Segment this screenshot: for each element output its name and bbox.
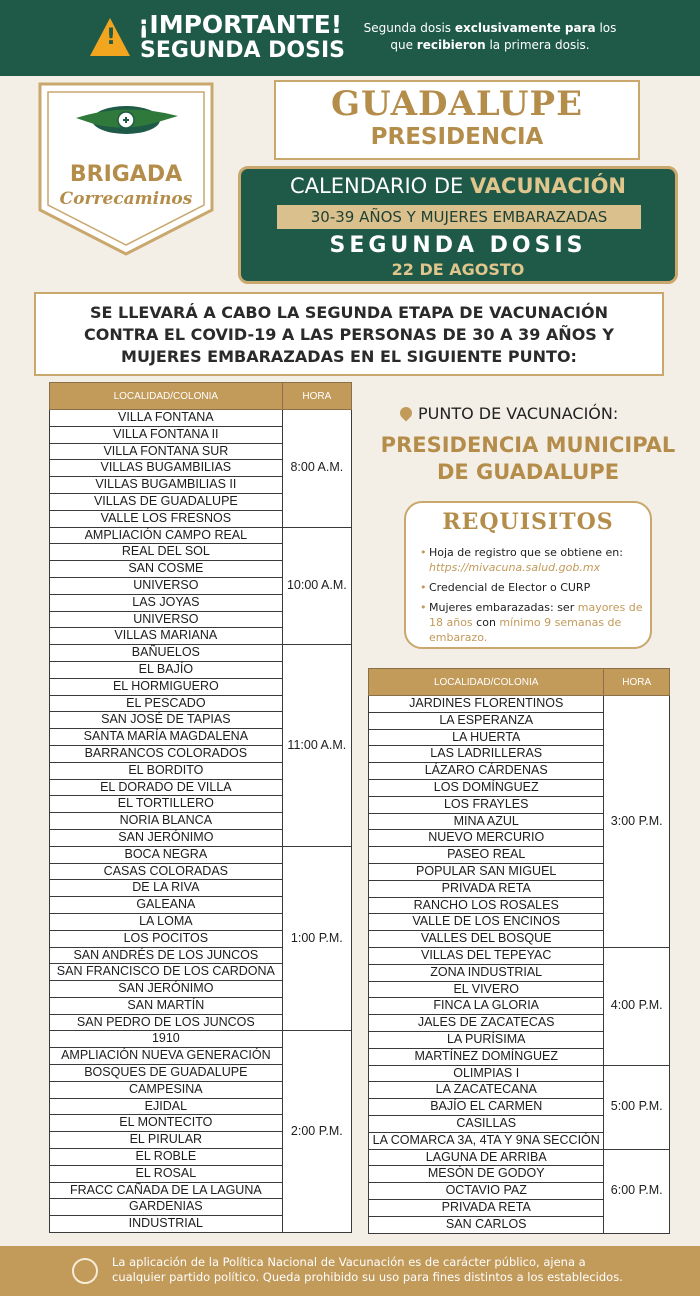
brigade-badge — [38, 82, 214, 256]
important-title: ¡IMPORTANTE! — [138, 10, 343, 39]
table-row — [369, 1065, 670, 1082]
locality-cell: LA COMARCA 3A, 4TA Y 9NA SECCIÓN — [369, 1132, 604, 1149]
table-row — [369, 1149, 670, 1166]
locality-cell: LOS POCITOS — [50, 930, 283, 947]
locality-cell: NORIA BLANCA — [50, 813, 283, 830]
locality-cell: LOS FRAYLES — [369, 796, 604, 813]
locality-cell: VILLA FONTANA II — [50, 426, 283, 443]
locality-cell: VILLA FONTANA SUR — [50, 443, 283, 460]
location-pin-icon — [398, 405, 415, 422]
hour-cell: 5:00 P.M. — [604, 1065, 670, 1149]
locality-cell: PRIVADA RETA — [369, 880, 604, 897]
locality-cell: CASAS COLORADAS — [50, 863, 283, 880]
locality-cell: LAGUNA DE ARRIBA — [369, 1149, 604, 1166]
locality-cell: AMPLIACIÓN NUEVA GENERACIÓN — [50, 1048, 283, 1065]
header-note: Segunda dosis exclusivamente para los que recibieron la primera dosis. — [363, 21, 617, 52]
locality-cell: MESÓN DE GODOY — [369, 1166, 604, 1183]
locality-cell: INDUSTRIAL — [50, 1216, 283, 1233]
locality-cell: EJIDAL — [50, 1098, 283, 1115]
table-row — [50, 645, 352, 662]
locality-cell: NUEVO MERCURIO — [369, 830, 604, 847]
locality-cell: SAN PEDRO DE LOS JUNCOS — [50, 1014, 283, 1031]
locality-cell: LA ZACATECANA — [369, 1082, 604, 1099]
locality-cell: EL ROBLE — [50, 1149, 283, 1166]
locality-cell: VALLES DEL BOSQUE — [369, 931, 604, 948]
locality-cell: EL TORTILLERO — [50, 796, 283, 813]
footer-disclaimer: La aplicación de la Política Nacional de Vacunación es de carácter público, ajena a cualquier partido político. Queda prohibido su uso para fines distintos a los establecidos. — [112, 1255, 623, 1284]
locality-cell: PRIVADA RETA — [369, 1199, 604, 1216]
hour-cell: 2:00 P.M. — [282, 1031, 351, 1233]
locality-cell: VILLAS DEL TEPEYAC — [369, 947, 604, 964]
locality-cell: LA LOMA — [50, 913, 283, 930]
hour-cell: 3:00 P.M. — [604, 696, 670, 948]
locality-cell: JARDINES FLORENTINOS — [369, 696, 604, 713]
locality-cell: SAN FRANCISCO DE LOS CARDONA — [50, 964, 283, 981]
locality-cell: EL ROSAL — [50, 1165, 283, 1182]
table-row — [50, 527, 352, 544]
registration-link[interactable]: https://mivacuna.salud.gob.mx — [429, 561, 601, 574]
requirements-title: REQUISITOS — [442, 509, 614, 535]
age-group-banner: 30-39 AÑOS Y MUJERES EMBARAZADAS — [277, 205, 641, 229]
footer-bar — [0, 1246, 700, 1296]
locality-cell: BOCA NEGRA — [50, 846, 283, 863]
requirement-item: • Mujeres embarazadas: ser mayores de 18 años con mínimo 9 semanas de embarazo. — [420, 600, 646, 645]
locality-cell: OCTAVIO PAZ — [369, 1183, 604, 1200]
locality-cell: UNIVERSO — [50, 611, 283, 628]
table-row — [369, 696, 670, 713]
locality-cell: EL BORDITO — [50, 762, 283, 779]
hour-header: HORA — [282, 383, 351, 410]
location-subtitle: PRESIDENCIA — [370, 124, 544, 150]
locality-cell: BAÑUELOS — [50, 645, 283, 662]
locality-header: LOCALIDAD/COLONIA — [369, 669, 604, 696]
date-label: 22 DE AGOSTO — [391, 260, 525, 279]
hour-cell: 8:00 A.M. — [282, 410, 351, 528]
warning-icon: ! — [90, 18, 130, 56]
calendar-label: CALENDARIO DE VACUNACIÓN — [289, 174, 626, 198]
table-row — [369, 947, 670, 964]
locality-cell: LOS DOMÍNGUEZ — [369, 779, 604, 796]
locality-header: LOCALIDAD/COLONIA — [50, 383, 283, 410]
hour-cell: 1:00 P.M. — [282, 846, 351, 1031]
locality-cell: BAJÍO EL CARMEN — [369, 1099, 604, 1116]
location-title-box — [274, 80, 640, 160]
locality-cell: SAN ANDRÉS DE LOS JUNCOS — [50, 947, 283, 964]
locality-cell: LA PURÍSIMA — [369, 1031, 604, 1048]
locality-cell: EL BAJÍO — [50, 661, 283, 678]
locality-cell: EL MONTECITO — [50, 1115, 283, 1132]
brigade-label: BRIGADA — [69, 162, 183, 187]
locality-cell: EL PESCADO — [50, 695, 283, 712]
locality-cell: EL VIVERO — [369, 981, 604, 998]
locality-cell: VILLAS MARIANA — [50, 628, 283, 645]
brigade-sublabel: Correcaminos — [59, 189, 193, 209]
hour-cell: 11:00 A.M. — [282, 645, 351, 847]
requirement-item: • Credencial de Elector o CURP — [420, 580, 646, 595]
requirement-item: • Hoja de registro que se obtiene en: https://mivacuna.salud.gob.mx — [420, 545, 646, 575]
locality-cell: LAS JOYAS — [50, 594, 283, 611]
locality-cell: EL PIRULAR — [50, 1132, 283, 1149]
dose-label: SEGUNDA DOSIS — [329, 233, 587, 258]
table-row — [50, 1031, 352, 1048]
locality-cell: SANTA MARÍA MAGDALENA — [50, 729, 283, 746]
locality-cell: CASILLAS — [369, 1115, 604, 1132]
locality-cell: VALLE LOS FRESNOS — [50, 510, 283, 527]
locality-cell: VILLAS BUGAMBILIAS — [50, 460, 283, 477]
vaccination-point-name: PRESIDENCIA MUNICIPAL DE GUADALUPE — [380, 433, 676, 484]
locality-cell: FINCA LA GLORIA — [369, 998, 604, 1015]
locality-cell: ZONA INDUSTRIAL — [369, 964, 604, 981]
locality-cell: FRACC CAÑADA DE LA LAGUNA — [50, 1182, 283, 1199]
hour-cell: 10:00 A.M. — [282, 527, 351, 645]
vaccination-point-label: PUNTO DE VACUNACIÓN: — [400, 404, 660, 423]
locality-cell: REAL DEL SOL — [50, 544, 283, 561]
locality-cell: SAN MARTÍN — [50, 997, 283, 1014]
requirements-list — [420, 545, 646, 650]
calendar-box — [238, 166, 678, 284]
hour-cell: 6:00 P.M. — [604, 1149, 670, 1233]
location-title: GUADALUPE — [330, 84, 584, 124]
locality-cell: SAN COSME — [50, 561, 283, 578]
locality-cell: EL HORMIGUERO — [50, 678, 283, 695]
locality-cell: POPULAR SAN MIGUEL — [369, 863, 604, 880]
important-subtitle: SEGUNDA DOSIS — [140, 38, 345, 63]
locality-cell: JALES DE ZACATECAS — [369, 1015, 604, 1032]
locality-cell: SAN JOSÉ DE TAPIAS — [50, 712, 283, 729]
schedule-table-right — [368, 668, 670, 1234]
locality-cell: OLIMPIAS I — [369, 1065, 604, 1082]
table-row — [50, 410, 352, 427]
requirements-box — [404, 501, 652, 649]
locality-cell: LA ESPERANZA — [369, 712, 604, 729]
hour-header: HORA — [604, 669, 670, 696]
locality-cell: PASEO REAL — [369, 847, 604, 864]
table-row — [50, 846, 352, 863]
locality-cell: DE LA RIVA — [50, 880, 283, 897]
locality-cell: EL DORADO DE VILLA — [50, 779, 283, 796]
locality-cell: MARTÍNEZ DOMÍNGUEZ — [369, 1048, 604, 1065]
locality-cell: LAS LADRILLERAS — [369, 746, 604, 763]
locality-cell: UNIVERSO — [50, 577, 283, 594]
hour-cell: 4:00 P.M. — [604, 947, 670, 1065]
locality-cell: GARDENIAS — [50, 1199, 283, 1216]
locality-cell: VILLA FONTANA — [50, 410, 283, 427]
locality-cell: BARRANCOS COLORADOS — [50, 745, 283, 762]
schedule-table-left — [49, 382, 352, 1233]
description-box: SE LLEVARÁ A CABO LA SEGUNDA ETAPA DE VACUNACIÓN CONTRA EL COVID-19 A LAS PERSONAS DE 30 A 39 AÑOS Y MUJERES EMBARAZADAS EN EL SIGUIENTE PUNTO: — [34, 292, 664, 376]
locality-cell: BOSQUES DE GUADALUPE — [50, 1065, 283, 1082]
locality-cell: LA HUERTA — [369, 729, 604, 746]
locality-cell: RANCHO LOS ROSALES — [369, 897, 604, 914]
locality-cell: CAMPESINA — [50, 1081, 283, 1098]
locality-cell: SAN JERÓNIMO — [50, 981, 283, 998]
locality-cell: MINA AZUL — [369, 813, 604, 830]
locality-cell: 1910 — [50, 1031, 283, 1048]
locality-cell: VALLE DE LOS ENCINOS — [369, 914, 604, 931]
locality-cell: SAN CARLOS — [369, 1216, 604, 1233]
locality-cell: VILLAS DE GUADALUPE — [50, 493, 283, 510]
locality-cell: VILLAS BUGAMBILIAS II — [50, 477, 283, 494]
locality-cell: GALEANA — [50, 897, 283, 914]
locality-cell: AMPLIACIÓN CAMPO REAL — [50, 527, 283, 544]
header-bar — [0, 0, 700, 76]
national-seal-icon — [72, 1258, 98, 1284]
locality-cell: LÁZARO CÁRDENAS — [369, 763, 604, 780]
locality-cell: SAN JERÓNIMO — [50, 829, 283, 846]
